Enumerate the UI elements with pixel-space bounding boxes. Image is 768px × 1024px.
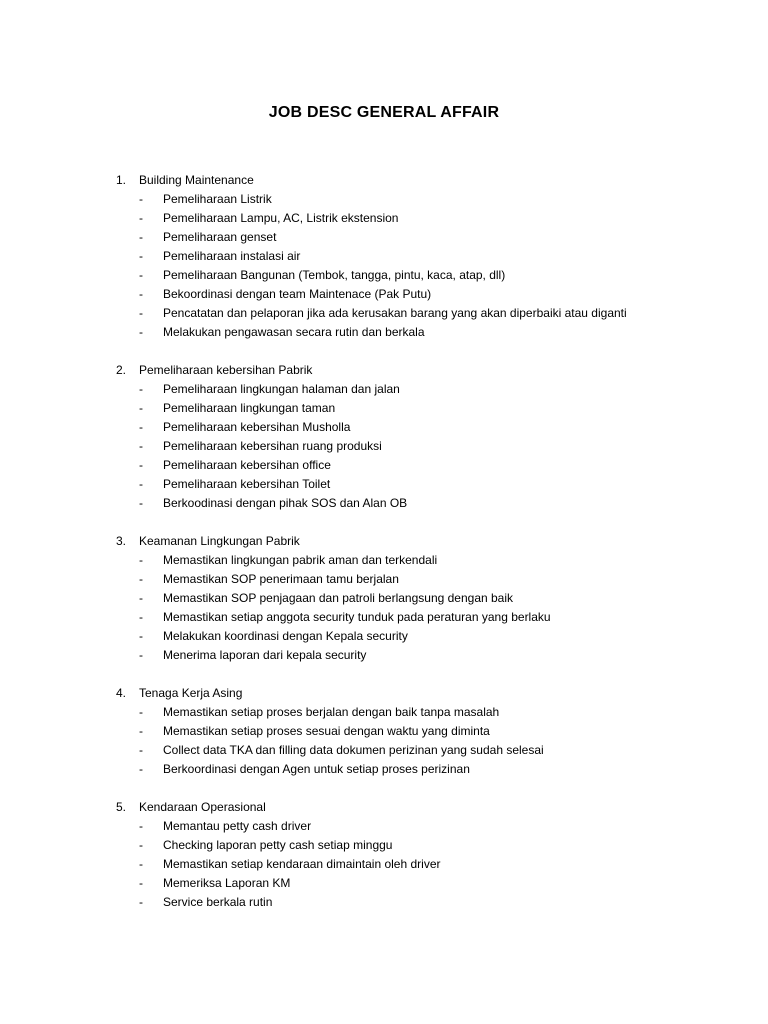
duty-item <box>116 285 736 304</box>
duty-item <box>116 589 736 608</box>
duty-text: Pemeliharaan kebersihan Musholla <box>163 420 351 434</box>
duty-item <box>116 570 736 589</box>
dash-bullet: - <box>139 724 143 738</box>
duty-text: Memastikan setiap anggota security tunduk pada peraturan yang berlaku <box>163 610 551 624</box>
duty-text: Berkoodinasi dengan pihak SOS dan Alan OB <box>163 496 408 510</box>
section-heading <box>116 684 736 703</box>
section-number: 1. <box>116 173 127 187</box>
duty-text: Checking laporan petty cash setiap minggu <box>163 838 393 852</box>
duty-text: Collect data TKA dan filling data dokumen perizinan yang sudah selesai <box>163 743 544 757</box>
section-number: 4. <box>116 686 127 700</box>
section-number: 5. <box>116 800 127 814</box>
duty-item <box>116 817 736 836</box>
section-heading <box>116 532 736 551</box>
duty-item <box>116 209 736 228</box>
duty-item <box>116 893 736 912</box>
section-title: Building Maintenance <box>139 173 254 187</box>
section-title: Keamanan Lingkungan Pabrik <box>139 534 300 548</box>
duty-text: Pemeliharaan genset <box>163 230 277 244</box>
duty-text: Pemeliharaan kebersihan ruang produksi <box>163 439 382 453</box>
duty-item <box>116 627 736 646</box>
dash-bullet: - <box>139 325 143 339</box>
duty-item <box>116 855 736 874</box>
section-title: Pemeliharaan kebersihan Pabrik <box>139 363 313 377</box>
duty-text: Pemeliharaan Lampu, AC, Listrik ekstension <box>163 211 399 225</box>
duty-text: Melakukan koordinasi dengan Kepala security <box>163 629 408 643</box>
duty-text: Memeriksa Laporan KM <box>163 876 291 890</box>
duty-item <box>116 646 736 665</box>
duty-text: Memantau petty cash driver <box>163 819 312 833</box>
duty-list <box>116 817 736 912</box>
dash-bullet: - <box>139 591 143 605</box>
duty-item <box>116 304 736 323</box>
duty-item <box>116 722 736 741</box>
section-title: Tenaga Kerja Asing <box>139 686 243 700</box>
dash-bullet: - <box>139 382 143 396</box>
duty-text: Pemeliharaan lingkungan taman <box>163 401 336 415</box>
dash-bullet: - <box>139 553 143 567</box>
duty-text: Pemeliharaan Bangunan (Tembok, tangga, pintu, kaca, atap, dll) <box>163 268 506 282</box>
duty-item <box>116 190 736 209</box>
dash-bullet: - <box>139 857 143 871</box>
duty-item <box>116 247 736 266</box>
duty-text: Berkoordinasi dengan Agen untuk setiap proses perizinan <box>163 762 470 776</box>
section-number: 3. <box>116 534 127 548</box>
dash-bullet: - <box>139 629 143 643</box>
duty-item <box>116 703 736 722</box>
section-4 <box>116 684 736 779</box>
duty-text: Pemeliharaan instalasi air <box>163 249 301 263</box>
dash-bullet: - <box>139 420 143 434</box>
dash-bullet: - <box>139 306 143 320</box>
dash-bullet: - <box>139 230 143 244</box>
section-number: 2. <box>116 363 127 377</box>
duty-text: Pencatatan dan pelaporan jika ada kerusakan barang yang akan diperbaiki atau diganti <box>163 306 627 320</box>
duty-item <box>116 551 736 570</box>
duty-text: Melakukan pengawasan secara rutin dan berkala <box>163 325 425 339</box>
dash-bullet: - <box>139 572 143 586</box>
duty-item <box>116 608 736 627</box>
dash-bullet: - <box>139 477 143 491</box>
duty-list <box>116 703 736 779</box>
dash-bullet: - <box>139 458 143 472</box>
duty-text: Pemeliharaan Listrik <box>163 192 272 206</box>
duty-item <box>116 380 736 399</box>
dash-bullet: - <box>139 838 143 852</box>
dash-bullet: - <box>139 287 143 301</box>
duty-list <box>116 380 736 513</box>
duty-item <box>116 874 736 893</box>
section-3 <box>116 532 736 665</box>
duty-text: Memastikan setiap proses sesuai dengan waktu yang diminta <box>163 724 490 738</box>
duty-item <box>116 741 736 760</box>
duty-item <box>116 437 736 456</box>
section-1 <box>116 171 736 342</box>
section-title: Kendaraan Operasional <box>139 800 266 814</box>
dash-bullet: - <box>139 876 143 890</box>
dash-bullet: - <box>139 648 143 662</box>
dash-bullet: - <box>139 705 143 719</box>
dash-bullet: - <box>139 268 143 282</box>
section-heading <box>116 798 736 817</box>
duty-text: Memastikan SOP penerimaan tamu berjalan <box>163 572 399 586</box>
dash-bullet: - <box>139 743 143 757</box>
section-2 <box>116 361 736 513</box>
duty-item <box>116 228 736 247</box>
dash-bullet: - <box>139 211 143 225</box>
dash-bullet: - <box>139 762 143 776</box>
duty-item <box>116 456 736 475</box>
duty-item <box>116 475 736 494</box>
duty-text: Menerima laporan dari kepala security <box>163 648 367 662</box>
duty-text: Pemeliharaan kebersihan office <box>163 458 331 472</box>
duty-text: Memastikan setiap proses berjalan dengan baik tanpa masalah <box>163 705 500 719</box>
dash-bullet: - <box>139 401 143 415</box>
dash-bullet: - <box>139 439 143 453</box>
duty-item <box>116 323 736 342</box>
duty-item <box>116 418 736 437</box>
duty-text: Service berkala rutin <box>163 895 273 909</box>
dash-bullet: - <box>139 610 143 624</box>
dash-bullet: - <box>139 192 143 206</box>
duty-text: Pemeliharaan kebersihan Toilet <box>163 477 331 491</box>
section-5 <box>116 798 736 912</box>
document-title: JOB DESC GENERAL AFFAIR <box>268 104 500 121</box>
duty-text: Bekoordinasi dengan team Maintenace (Pak Putu) <box>163 287 432 301</box>
duty-item <box>116 836 736 855</box>
duty-item <box>116 266 736 285</box>
duty-item <box>116 399 736 418</box>
dash-bullet: - <box>139 819 143 833</box>
duty-item <box>116 760 736 779</box>
section-heading <box>116 171 736 190</box>
duty-text: Memastikan lingkungan pabrik aman dan terkendali <box>163 553 438 567</box>
duty-item <box>116 494 736 513</box>
duty-list <box>116 190 736 342</box>
dash-bullet: - <box>139 496 143 510</box>
duty-text: Pemeliharaan lingkungan halaman dan jalan <box>163 382 400 396</box>
section-list <box>116 171 736 931</box>
section-heading <box>116 361 736 380</box>
duty-text: Memastikan SOP penjagaan dan patroli berlangsung dengan baik <box>163 591 514 605</box>
duty-text: Memastikan setiap kendaraan dimaintain oleh driver <box>163 857 441 871</box>
duty-list <box>116 551 736 665</box>
dash-bullet: - <box>139 895 143 909</box>
dash-bullet: - <box>139 249 143 263</box>
